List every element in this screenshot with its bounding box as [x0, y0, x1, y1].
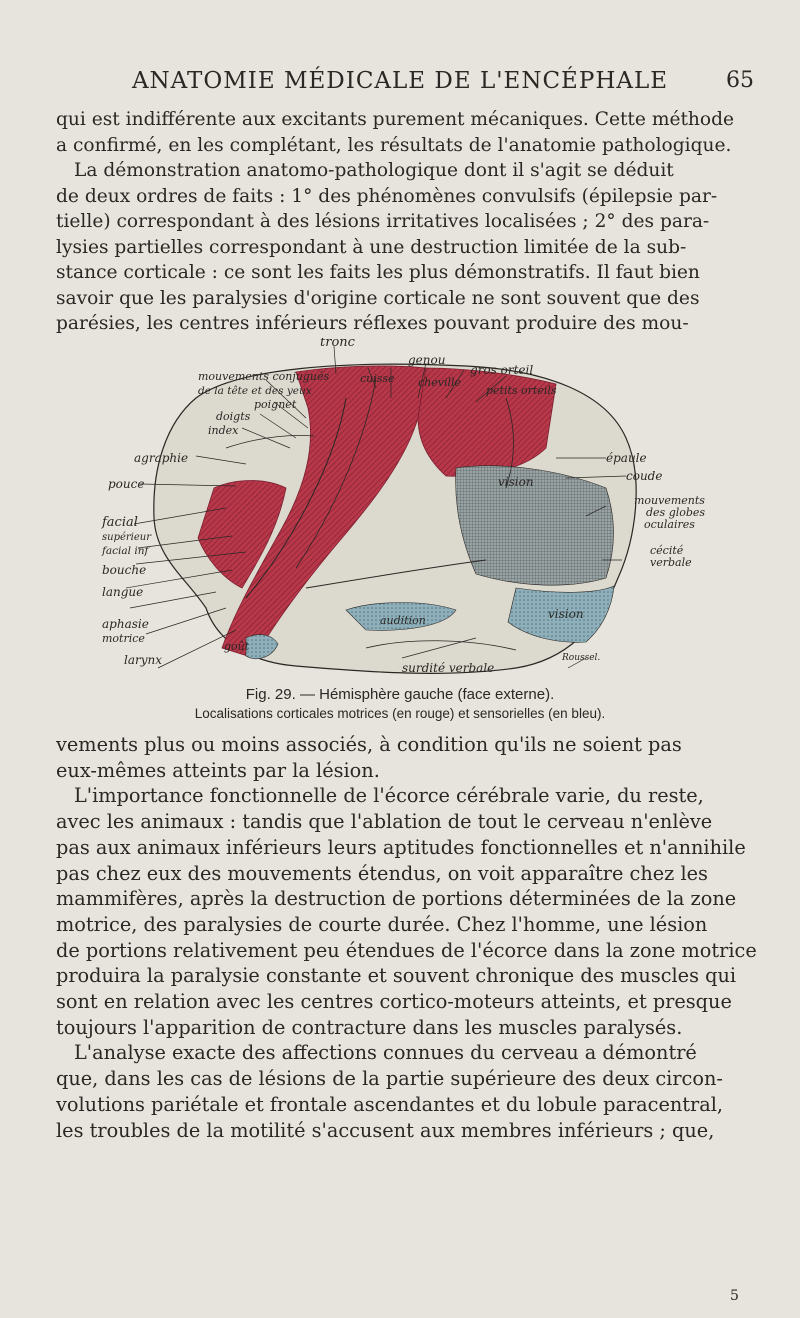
text-line: de portions relativement peu étendues de l'écorce dans la zone motrice	[56, 938, 757, 962]
text-line: avec les animaux : tandis que l'ablation de tout le cerveau n'enlève	[56, 810, 713, 834]
label-tronc: tronc	[320, 338, 355, 350]
label-facial: facial	[102, 515, 138, 530]
label-des-globes: des globes	[646, 506, 706, 519]
text-line: motrice, des paralysies de courte durée. Chez l'homme, une lésion	[56, 912, 708, 936]
label-superieur: supérieur	[102, 532, 152, 543]
text-line: produira la paralysie constante et souvent chronique des muscles qui	[56, 964, 737, 988]
text-line: toujours l'apparition de contracture dans les muscles paralysés.	[56, 1015, 683, 1039]
text-line: vements plus ou moins associés, à condition qu'ils ne soient pas	[56, 733, 682, 756]
caption-subtitle: Localisations corticales motrices (en rouge) et sensorielles (en bleu).	[194, 706, 606, 721]
label-agraphie: agraphie	[134, 451, 189, 465]
label-bouche: bouche	[102, 563, 147, 577]
brain-figure	[46, 338, 758, 684]
figure-caption	[0, 685, 800, 724]
brain-hemisphere-diagram	[46, 338, 758, 684]
text-line: pas chez eux des mouvements étendus, on voit apparaître chez les	[56, 861, 708, 885]
label-audition: audition	[380, 614, 426, 627]
label-mouvements-conjugues: mouvements conjugués	[198, 370, 330, 383]
label-doigts: doigts	[216, 410, 251, 423]
page-number: 65	[726, 68, 754, 93]
label-mouvements: mouvements	[634, 494, 705, 507]
vision-zone	[456, 466, 614, 585]
running-header	[0, 62, 800, 98]
text-line: L'analyse exacte des affections connues du cerveau a démontré	[74, 1041, 697, 1065]
label-cuisse: cuisse	[360, 372, 395, 385]
label-coude: coude	[626, 469, 663, 483]
label-surdite-verbale: surdité verbale	[402, 661, 495, 675]
label-gros-orteil: gros orteil	[470, 363, 534, 377]
label-aphasie: aphasie	[102, 617, 149, 631]
label-epaule: épaule	[606, 451, 647, 465]
running-title: ANATOMIE MÉDICALE DE L'ENCÉPHALE	[131, 68, 669, 94]
label-verbale: verbale	[650, 556, 692, 569]
label-cecite: cécité	[650, 544, 684, 557]
label-tete-yeux: de la tête et des yeux	[198, 385, 312, 397]
text-line: savoir que les paralysies d'origine corticale ne sont souvent que des	[56, 287, 700, 309]
label-cheville: cheville	[418, 376, 462, 389]
text-line: volutions pariétale et frontale ascendantes et du lobule paracentral,	[56, 1092, 724, 1116]
text-line: a confirmé, en les complétant, les résultats de l'anatomie pathologique.	[56, 134, 732, 156]
label-index: index	[208, 424, 239, 437]
text-line: mammifères, après la destruction de portions déterminées de la zone	[56, 887, 737, 911]
label-oculaires: oculaires	[644, 518, 695, 531]
signature-mark: 5	[730, 1288, 739, 1304]
text-line: que, dans les cas de lésions de la partie supérieure des deux circon-	[56, 1067, 723, 1091]
label-petits-orteils: petits orteils	[486, 384, 557, 397]
label-gout: goût	[224, 640, 250, 653]
engraver-signature: Roussel.	[562, 653, 601, 663]
label-larynx: larynx	[124, 653, 163, 667]
top-paragraph	[56, 107, 760, 337]
text-line: parésies, les centres inférieurs réflexes pouvant produire des mou-	[56, 313, 689, 334]
text-line: pas aux animaux inférieurs leurs aptitudes fonctionnelles et n'annihile	[56, 835, 746, 859]
bottom-paragraph	[56, 732, 764, 1143]
text-line: eux-mêmes atteints par la lésion.	[56, 758, 380, 782]
text-line: La démonstration anatomo-pathologique dont il s'agit se déduit	[74, 160, 674, 181]
text-line: L'importance fonctionnelle de l'écorce cérébrale varie, du reste,	[74, 784, 704, 808]
label-genou: genou	[408, 353, 446, 367]
text-line: tielle) correspondant à des lésions irritatives localisées ; 2° des para-	[56, 211, 710, 232]
text-line: les troubles de la motilité s'accusent aux membres inférieurs ; que,	[56, 1118, 715, 1142]
label-facial-inf: facial inf	[102, 545, 149, 557]
text-line: sont en relation avec les centres cortico-moteurs atteints, et presque	[56, 990, 732, 1014]
text-line: lysies partielles correspondant à une destruction limitée de la sub-	[56, 236, 687, 258]
text-line: qui est indifférente aux excitants purement mécaniques. Cette méthode	[56, 109, 734, 130]
label-vision-bottom: vision	[548, 607, 584, 621]
label-poignet: poignet	[254, 398, 297, 411]
label-motrice: motrice	[102, 632, 145, 645]
text-line: de deux ordres de faits : 1° des phénomènes convulsifs (épilepsie par-	[56, 185, 718, 207]
label-pouce: pouce	[108, 477, 145, 491]
text-line: stance corticale : ce sont les faits les plus démonstratifs. Il faut bien	[56, 262, 700, 283]
caption-title: Fig. 29. — Hémisphère gauche (face externe).	[245, 686, 555, 703]
label-langue: langue	[102, 585, 144, 599]
label-vision-top: vision	[498, 475, 534, 489]
